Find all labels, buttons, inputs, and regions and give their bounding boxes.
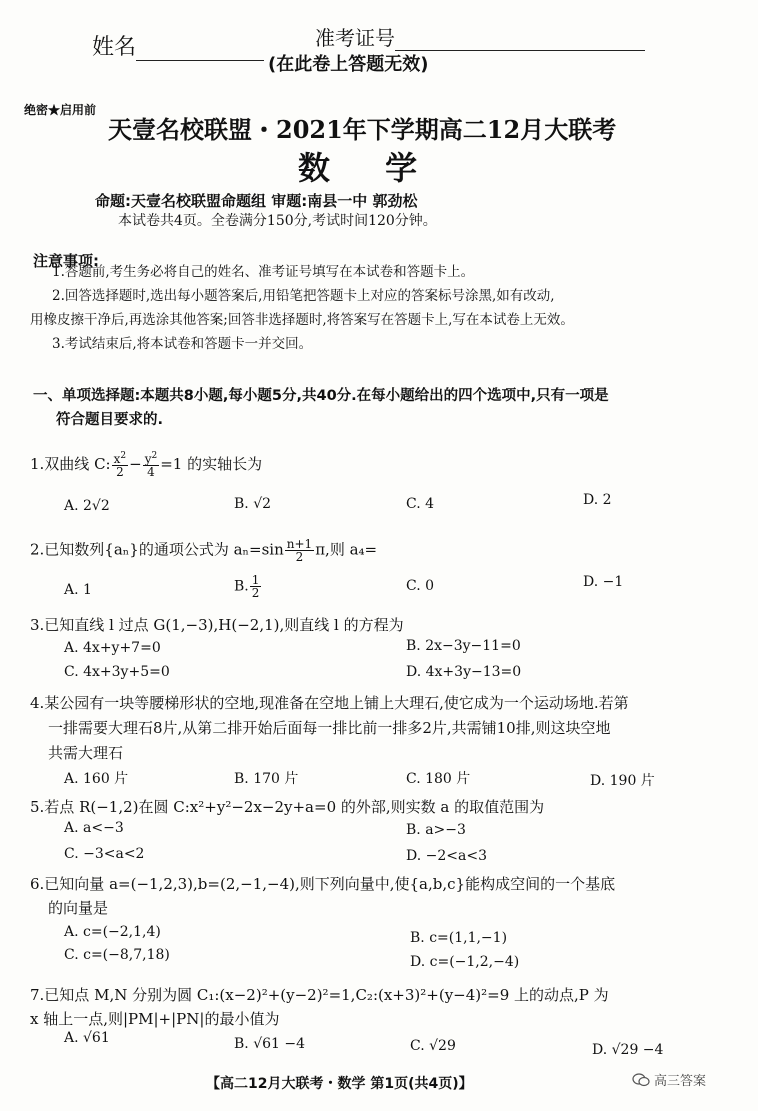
question-7-stem: 7.已知点 M,N 分别为圆 C₁:(x−2)²+(y−2)²=1,C₂:(x+3)²+(y−4)²=9 上的动点,P 为: [30, 986, 609, 1004]
note-item-3: 3.考试结束后,将本试卷和答题卡一并交回。: [52, 336, 313, 352]
watermark: [632, 1070, 706, 1089]
watermark-text: 高三答案: [654, 1074, 707, 1089]
question-7-option-c[interactable]: C. √29: [410, 1038, 456, 1054]
question-2-option-c[interactable]: C. 0: [406, 578, 435, 594]
question-6-option-b[interactable]: B. c=(1,1,−1): [410, 930, 508, 946]
question-5-option-c[interactable]: C. −3<a<2: [64, 846, 145, 862]
question-5-option-b[interactable]: B. a>−3: [406, 822, 466, 838]
question-1-option-a[interactable]: A. 2√2: [64, 498, 110, 514]
question-1-option-d[interactable]: D. 2: [583, 492, 612, 508]
question-7-option-d[interactable]: D. √29 −4: [592, 1042, 664, 1058]
question-3-option-b[interactable]: B. 2x−3y−11=0: [406, 638, 521, 654]
question-4-option-c[interactable]: C. 180 片: [406, 771, 471, 787]
section-heading: 一、单项选择题:本题共8小题,每小题5分,共40分.在每小题给出的四个选项中,只有一项是: [33, 388, 609, 404]
name-field[interactable]: [92, 30, 264, 61]
question-4-option-b[interactable]: B. 170 片: [234, 771, 299, 787]
exam-info: 本试卷共4页。全卷满分150分,考试时间120分钟。: [118, 213, 437, 229]
page-footer: 【高二12月大联考・数学 第1页(共4页)】: [206, 1076, 473, 1092]
question-6-stem: 6.已知向量 a=(−1,2,3),b=(2,−1,−4),则下列向量中,使{a,b,c}能构成空间的一个基底: [30, 875, 616, 893]
subject-title: 数 学: [298, 149, 440, 187]
id-field[interactable]: [315, 22, 645, 51]
note-item-2-cont: 用橡皮擦干净后,再选涂其他答案;回答非选择题时,将答案写在答题卡上,写在本试卷上无效。: [30, 312, 574, 328]
secret-mark: 绝密★启用前: [24, 103, 97, 117]
question-3-option-a[interactable]: A. 4x+y+7=0: [64, 640, 161, 656]
question-7-option-a[interactable]: A. √61: [64, 1030, 110, 1046]
question-6-stem-cont: 的向量是: [48, 899, 109, 917]
question-3-stem: 3.已知直线 l 过点 G(1,−3),H(−2,1),则直线 l 的方程为: [30, 616, 404, 634]
notes-title: 注意事项:: [33, 252, 99, 270]
note-item-2: 2.回答选择题时,选出每小题答案后,用铅笔把答题卡上对应的答案标号涂黑,如有改动,: [52, 288, 555, 304]
question-3-option-d[interactable]: D. 4x+3y−13=0: [406, 664, 522, 680]
authors-line: 命题:天壹名校联盟命题组 审题:南县一中 郭劲松: [95, 192, 418, 210]
question-4-option-a[interactable]: A. 160 片: [64, 771, 129, 787]
question-5-option-a[interactable]: A. a<−3: [64, 820, 124, 836]
question-4-option-d[interactable]: D. 190 片: [590, 773, 655, 789]
section-heading-cont: 符合题目要求的.: [56, 412, 164, 428]
question-6-option-a[interactable]: A. c=(−2,1,4): [64, 924, 161, 940]
note-item-1: 1.答题前,考生务必将自己的姓名、准考证号填写在本试卷和答题卡上。: [52, 264, 475, 280]
question-7-stem-cont: x 轴上一点,则|PM|+|PN|的最小值为: [30, 1010, 280, 1028]
question-2-stem: 2.已知数列{aₙ}的通项公式为 aₙ=sin $\frac{n+1}{2}$ π,则 a₄=: [30, 537, 378, 564]
name-label: 姓名: [92, 35, 137, 60]
question-3-option-c[interactable]: C. 4x+3y+5=0: [64, 664, 170, 680]
exam-title: 天壹名校联盟・2021年下学期高二12月大联考: [108, 115, 617, 144]
question-4-stem: 4.某公园有一块等腰梯形状的空地,现准备在空地上铺上大理石,使它成为一个运动场地.若第: [30, 694, 629, 712]
question-2-option-d[interactable]: D. −1: [583, 574, 624, 590]
question-5-stem: 5.若点 R(−1,2)在圆 C:x²+y²−2x−2y+a=0 的外部,则实数 a 的取值范围为: [30, 798, 545, 816]
question-7-option-b[interactable]: B. √61 −4: [234, 1036, 306, 1052]
question-4-stem-cont-2: 共需大理石: [48, 744, 124, 762]
question-2-option-a[interactable]: A. 1: [64, 582, 92, 598]
invalid-notice: (在此卷上答题无效): [268, 54, 429, 75]
question-1-stem: 1.双曲线 C: $\frac{x^2}{2}$ − $\frac{y^2}{4}$ =1 的实轴长为: [30, 451, 263, 479]
id-label: 准考证号: [315, 26, 395, 50]
question-5-option-d[interactable]: D. −2<a<3: [406, 848, 487, 864]
question-6-option-c[interactable]: C. c=(−8,7,18): [64, 947, 170, 963]
question-1-option-b[interactable]: B. √2: [234, 496, 272, 512]
wechat-icon: [632, 1073, 650, 1087]
question-2-option-b[interactable]: B. $\frac{1}{2}$: [234, 573, 260, 600]
question-4-stem-cont: 一排需要大理石8片,从第二排开始后面每一排比前一排多2片,共需铺10排,则这块空地: [48, 719, 611, 737]
question-6-option-d[interactable]: D. c=(−1,2,−4): [410, 954, 520, 970]
question-1-option-c[interactable]: C. 4: [406, 496, 435, 512]
